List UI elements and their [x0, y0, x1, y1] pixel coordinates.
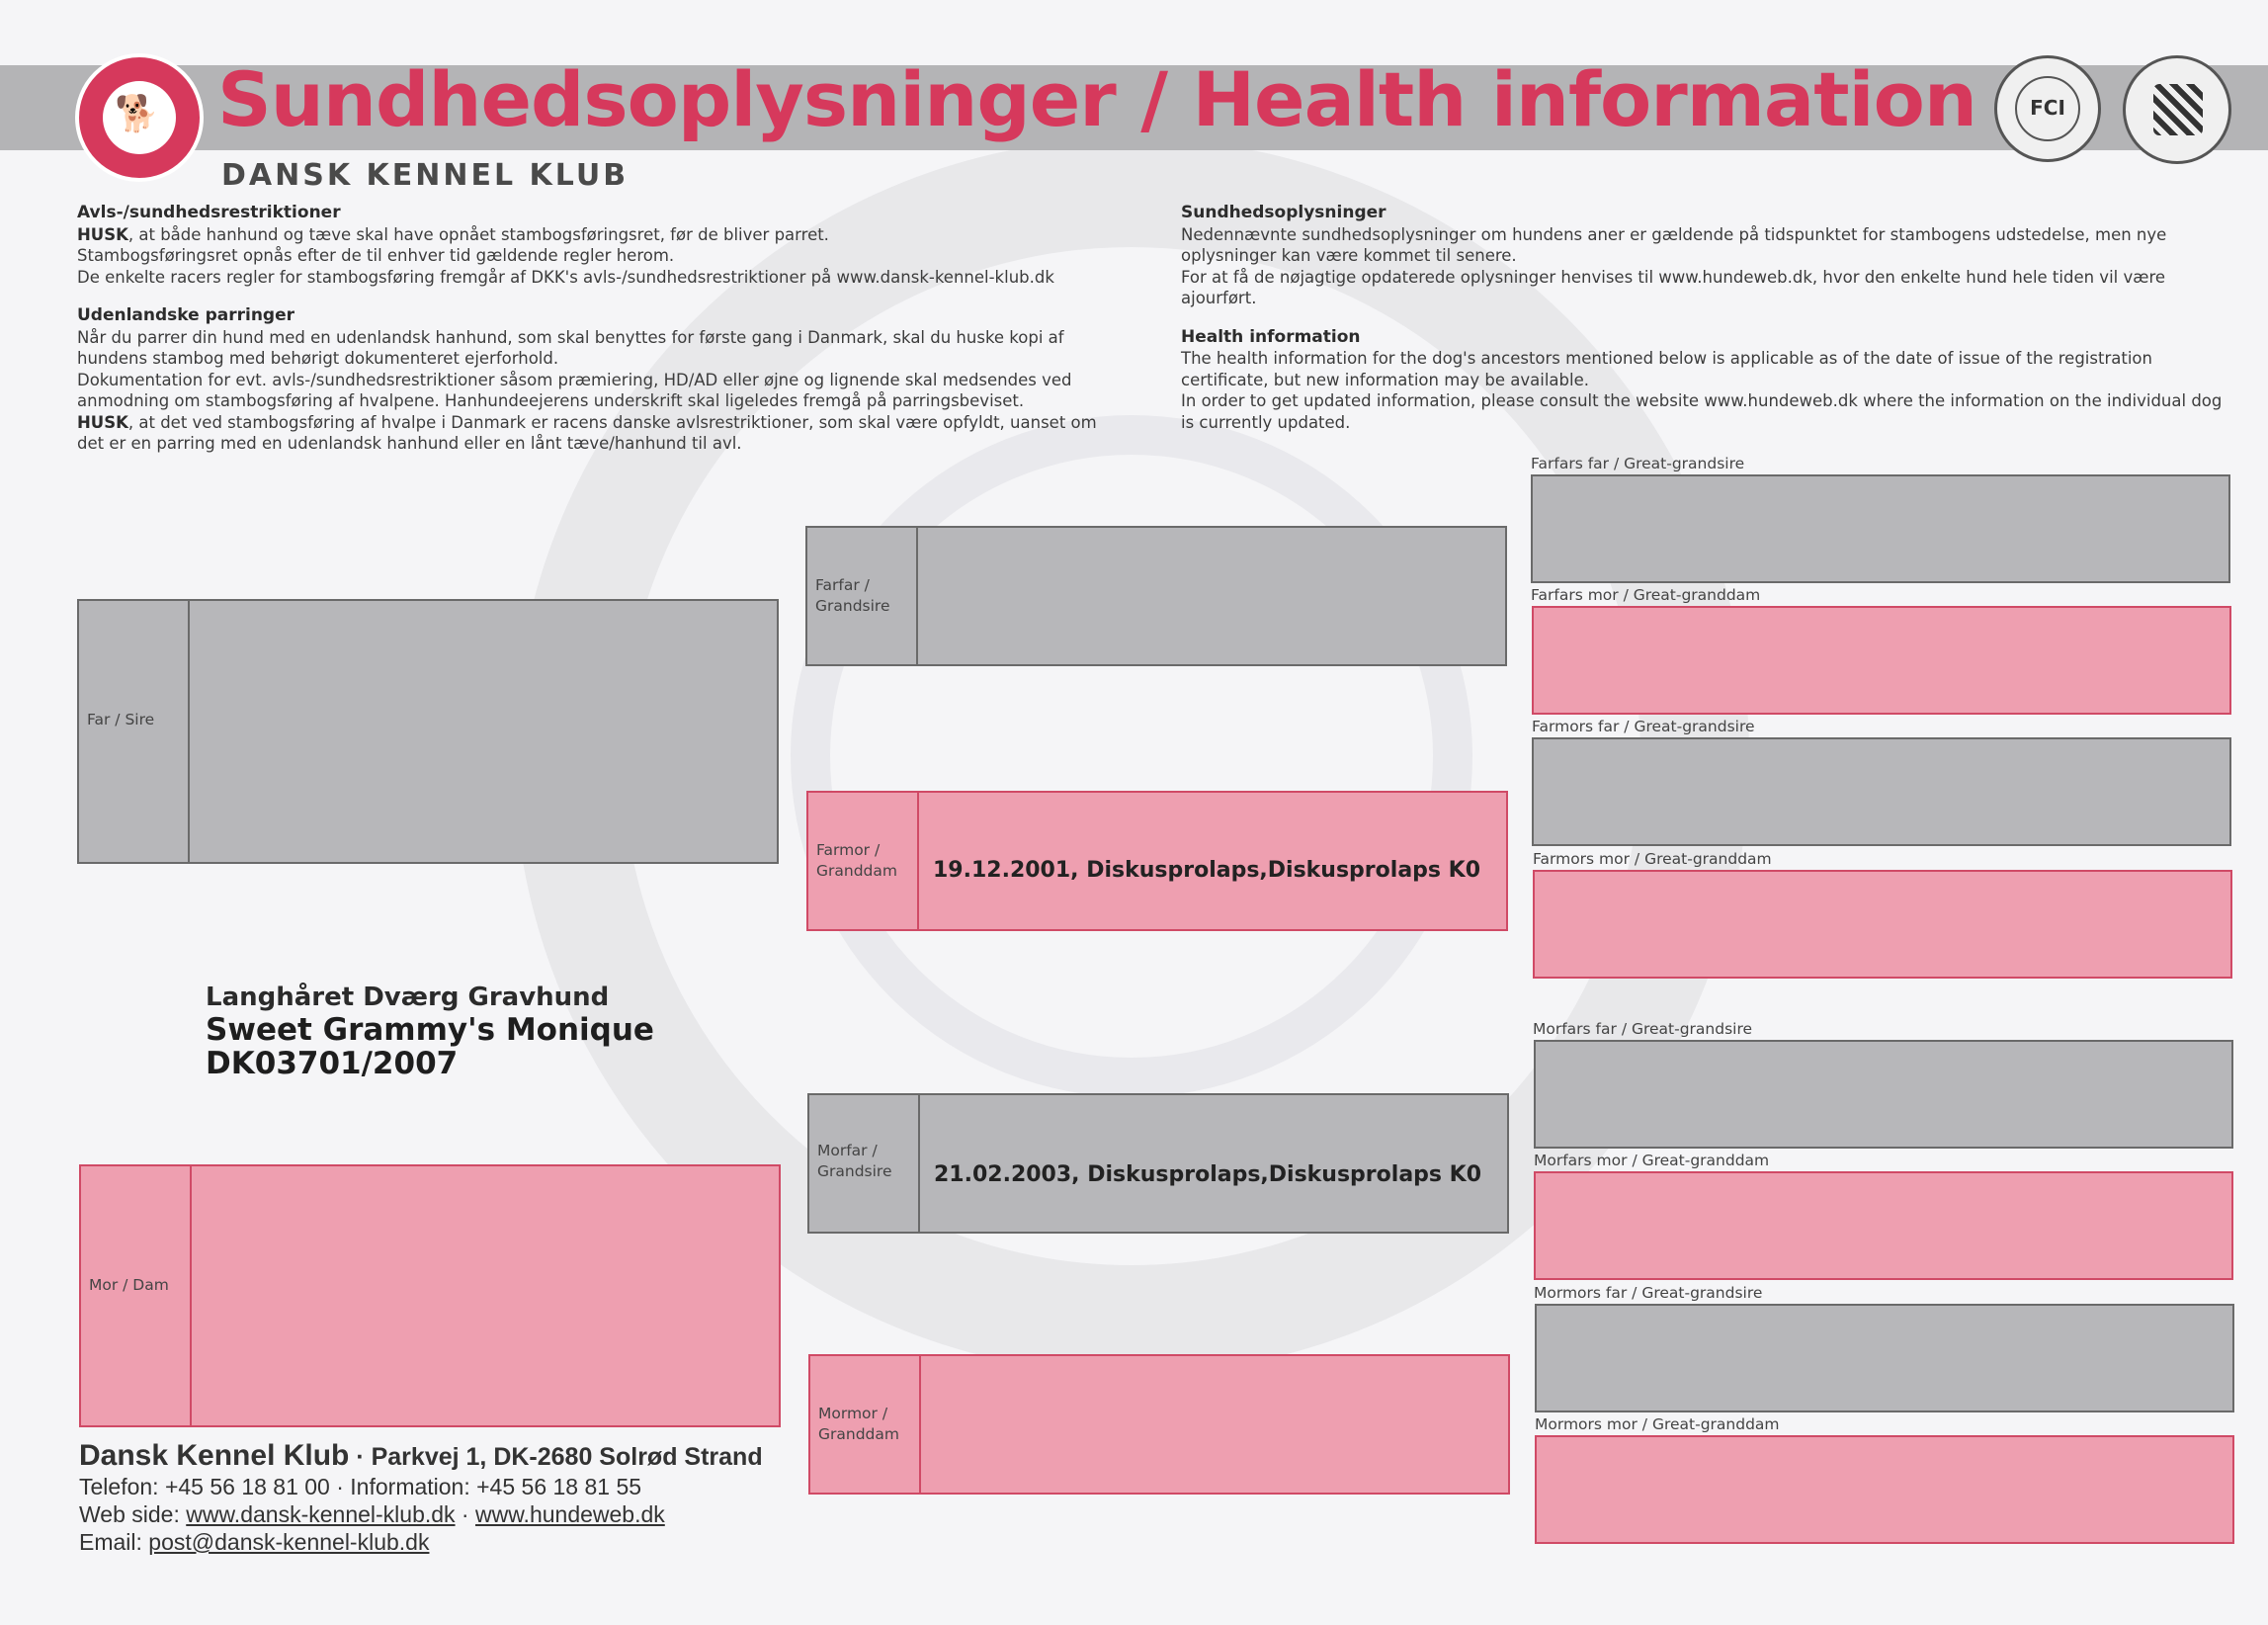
morfar-health-entry: 21.02.2003, Diskusprolaps,Diskusprolaps K0 — [934, 1162, 1482, 1187]
sire-label-col — [79, 601, 190, 862]
foreign-matings-text-3: HUSK, at det ved stambogsføring af hvalpe i Danmark er racens danske avlsrestriktioner, som skal være opfyldt, uanset om det er en parring med en udenlandsk hanhund eller en lånt tæve/hanhund til avl. — [77, 412, 1097, 453]
ggp-box-1 — [1531, 474, 2230, 583]
sire-label: Far / Sire — [87, 711, 155, 728]
health-da-heading: Sundhedsoplysninger — [1181, 203, 1386, 222]
farmor-label-col — [808, 793, 919, 929]
morfar-label: Morfar / Grandsire — [817, 1142, 892, 1180]
sire-box — [77, 599, 779, 864]
ggp-box-6 — [1534, 1171, 2233, 1280]
morfar-box — [807, 1093, 1509, 1234]
hundeweb-link[interactable]: www.hundeweb.dk — [475, 1501, 665, 1527]
fci-logo — [1994, 55, 2101, 162]
nku-logo — [2123, 55, 2231, 164]
ggp-box-5 — [1534, 1040, 2233, 1149]
farfar-label: Farfar / Grandsire — [815, 576, 890, 615]
health-da-text-2: For at få de nøjagtige opdaterede oplysninger henvises til www.hundeweb.dk, hvor den enkelte hund hele tiden vil være ajourført. — [1181, 267, 2166, 307]
dog-reg-number: DK03701/2007 — [206, 1046, 459, 1081]
footer-web-line — [79, 1500, 763, 1528]
foreign-matings-heading: Udenlandske parringer — [77, 305, 295, 325]
restrictions-text-3: De enkelte racers regler for stambogsføring fremgår af DKK's avls-/sundhedsrestriktioner på www.dansk-kennel-klub.dk — [77, 267, 1054, 287]
ggp-box-2 — [1532, 606, 2231, 715]
ggp-box-8 — [1535, 1435, 2234, 1544]
foreign-matings-text-1: Når du parrer din hund med en udenlandsk hanhund, som skal benyttes for første gang i Danmark, skal du huske kopi af hundens stambog med behørigt dokumenteret ejerforhold. — [77, 327, 1064, 368]
footer-address: · Parkvej 1, DK-2680 Solrød Strand — [349, 1443, 763, 1471]
ggp-box-4 — [1533, 870, 2232, 979]
ggp-box-3 — [1532, 737, 2231, 846]
restrictions-heading: Avls-/sundhedsrestriktioner — [77, 203, 341, 222]
dam-label-col — [81, 1166, 192, 1425]
footer-web-prefix: Web side: — [79, 1501, 187, 1527]
dog-breed: Langhåret Dværg Gravhund — [206, 983, 610, 1012]
dog-name: Sweet Grammy's Monique — [206, 1012, 654, 1048]
footer-org-line — [79, 1439, 763, 1473]
health-en-text-2: In order to get updated information, please consult the website www.hundeweb.dk where the information on the individual dog is currently updated. — [1181, 391, 2223, 432]
footer-org: Dansk Kennel Klub — [79, 1439, 350, 1472]
ggp-box-7 — [1535, 1304, 2234, 1412]
footer-email-line — [79, 1528, 763, 1556]
health-en-text-1: The health information for the dog's ancestors mentioned below is applicable as of the date of issue of the registration certificate, but new information may be available. — [1181, 349, 2152, 389]
dkk-website-link[interactable]: www.dansk-kennel-klub.dk — [186, 1501, 456, 1527]
ggp-label-5: Morfars far / Great-grandsire — [1533, 1020, 1753, 1038]
ggp-label-7: Mormors far / Great-grandsire — [1534, 1284, 1763, 1302]
ggp-label-1: Farfars far / Great-grandsire — [1531, 455, 1745, 472]
ggp-label-4: Farmors mor / Great-granddam — [1533, 850, 1772, 868]
watermark-inner-ring — [791, 415, 1472, 1097]
farmor-label: Farmor / Granddam — [816, 841, 897, 880]
ggp-label-6: Morfars mor / Great-granddam — [1534, 1152, 1770, 1169]
mormor-label: Mormor / Granddam — [818, 1405, 899, 1443]
dkk-logo — [75, 53, 204, 182]
org-subtitle: DANSK KENNEL KLUB — [221, 158, 630, 193]
health-info-notes — [1181, 203, 2228, 433]
farmor-health-entry: 19.12.2001, Diskusprolaps,Diskusprolaps K0 — [933, 858, 1481, 883]
nku-flag-icon — [2153, 84, 2203, 135]
fci-logo-text: FCI — [2030, 96, 2065, 120]
foreign-matings-text-2: Dokumentation for evt. avls-/sundhedsrestriktioner såsom præmiering, HD/AD eller øjne og lignende skal medsendes ved anmodning om stambogsføring af hvalpene. Hanhundeejerens underskrift skal ligeledes fremgå på parringsbeviset. — [77, 370, 1072, 410]
morfar-label-col — [809, 1095, 920, 1232]
dog-icon: 🐕 — [115, 94, 159, 134]
restrictions-text-2: Stambogsføringsret opnås efter de til enhver tid gældende regler herom. — [77, 246, 675, 265]
dam-label: Mor / Dam — [89, 1276, 169, 1294]
ggp-label-8: Mormors mor / Great-granddam — [1535, 1415, 1780, 1433]
footer-contact — [79, 1439, 763, 1556]
health-en-heading: Health information — [1181, 326, 1361, 347]
health-da-text-1: Nedennævnte sundhedsoplysninger om hundens aner er gældende på tidspunktet for stambogens udstedelse, men nye oplysninger kan være kommet til senere. — [1181, 224, 2167, 265]
farfar-label-col — [807, 528, 918, 664]
mormor-box — [808, 1354, 1510, 1495]
page-title: Sundhedsoplysninger / Health information — [217, 55, 1976, 143]
restrictions-text-1: HUSK, at både hanhund og tæve skal have opnået stambogsføringsret, før de bliver parret. — [77, 224, 829, 244]
ggp-label-3: Farmors far / Great-grandsire — [1532, 718, 1755, 735]
breeding-restrictions-info — [77, 203, 1105, 455]
email-link[interactable]: post@dansk-kennel-klub.dk — [148, 1529, 430, 1555]
farfar-box — [805, 526, 1507, 666]
dam-box — [79, 1164, 781, 1427]
farmor-box — [806, 791, 1508, 931]
footer-phone: Telefon: +45 56 18 81 00 · Information: +45 56 18 81 55 — [79, 1474, 642, 1499]
footer-email-prefix: Email: — [79, 1529, 149, 1555]
mormor-label-col — [810, 1356, 921, 1493]
footer-web-sep: · — [455, 1501, 475, 1527]
ggp-label-2: Farfars mor / Great-granddam — [1531, 586, 1761, 604]
